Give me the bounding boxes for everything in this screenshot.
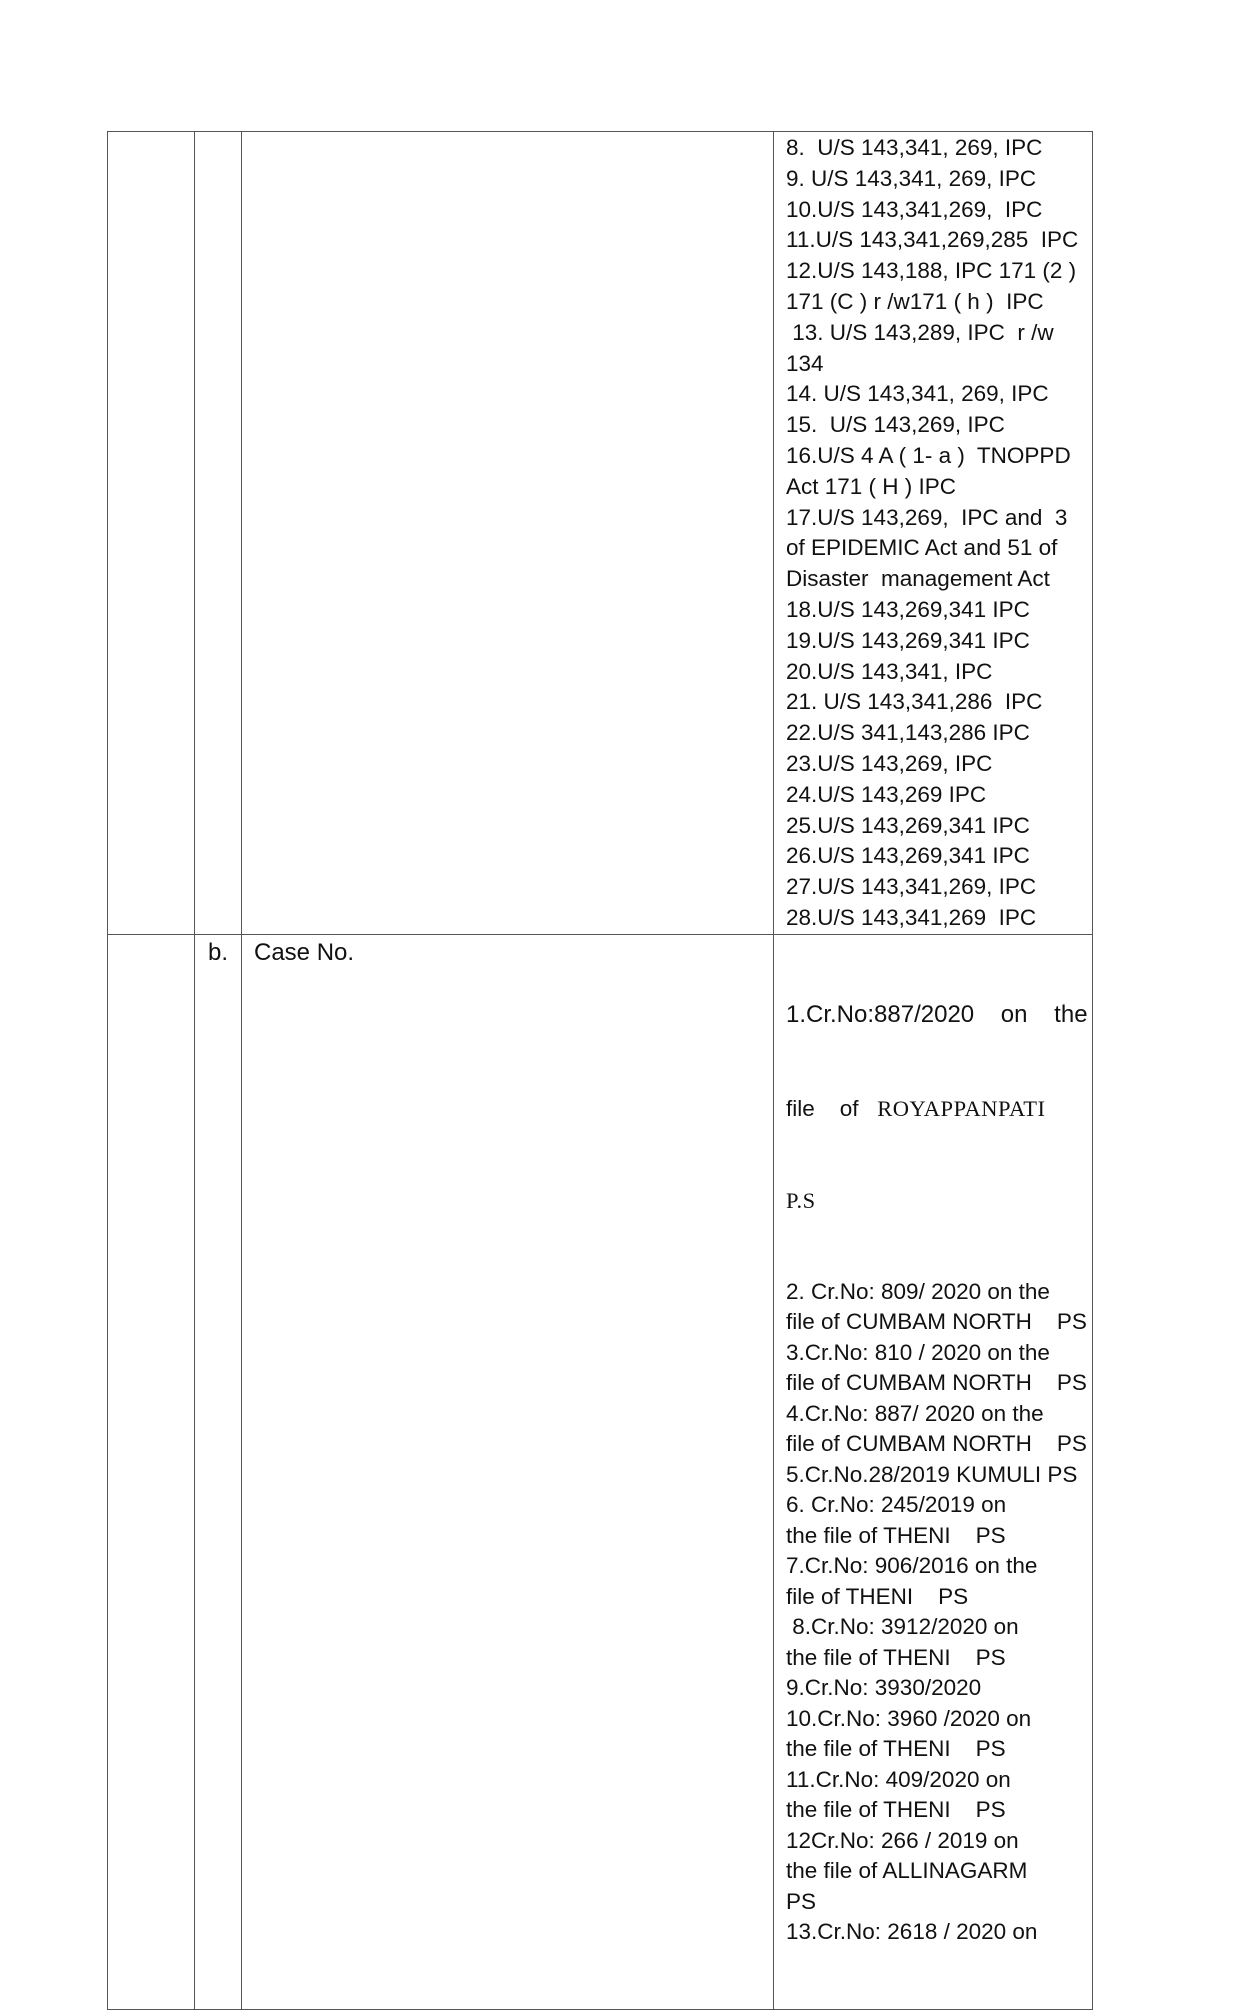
case-entry-1-line3: P.S [786,1187,816,1213]
case-line: the file of THENI PS [786,1522,1006,1548]
case-line: the file of THENI PS [786,1644,1006,1670]
sub-label-cell [195,934,242,2009]
offence-line: Act 171 ( H ) IPC [786,473,957,499]
offence-line: 17.U/S 143,269, IPC and 3 [786,504,1068,530]
case-no-heading: Case No. [254,938,355,966]
offence-line: 15. U/S 143,269, IPC [786,412,1005,438]
cases-remaining [786,1277,1088,1948]
case-line: 7.Cr.No: 906/2016 on the [786,1553,1038,1579]
case-line: 4.Cr.No: 887/ 2020 on the [786,1400,1044,1426]
offences-list [774,132,1092,934]
offence-line: 28.U/S 143,341,269 IPC [786,904,1037,930]
case-line: file of CUMBAM NORTH PS [786,1309,1087,1335]
offence-line: 18.U/S 143,269,341 IPC [786,596,1030,622]
case-line: 13.Cr.No: 2618 / 2020 on [786,1919,1038,1945]
offences-cell [774,132,1093,935]
case-no-row [108,934,1093,2009]
offence-line: 134 [786,350,824,376]
case-line: file of THENI PS [786,1583,969,1609]
offence-line: 22.U/S 341,143,286 IPC [786,720,1030,746]
offence-line: 12.U/S 143,188, IPC 171 (2 ) [786,258,1077,284]
description-cell [242,132,774,935]
sub-label-cell [195,132,242,935]
case-line: file of CUMBAM NORTH PS [786,1431,1087,1457]
serial-cell [108,934,195,2009]
case-line: 10.Cr.No: 3960 /2020 on [786,1705,1032,1731]
case-line: 9.Cr.No: 3930/2020 [786,1675,982,1701]
offence-line: 24.U/S 143,269 IPC [786,781,987,807]
case-line: 5.Cr.No.28/2019 KUMULI PS [786,1461,1078,1487]
offence-line: 14. U/S 143,341, 269, IPC [786,381,1049,407]
case-line: 6. Cr.No: 245/2019 on [786,1492,1007,1518]
offence-line: of EPIDEMIC Act and 51 of [786,535,1058,561]
offence-line: 171 (C ) r /w171 ( h ) IPC [786,288,1044,314]
sub-label-b: b. [207,938,228,966]
offence-line: 19.U/S 143,269,341 IPC [786,627,1030,653]
offence-line: 21. U/S 143,341,286 IPC [786,689,1043,715]
case-line: 8.Cr.No: 3912/2020 on [786,1614,1019,1640]
case-line: the file of ALLINAGARM [786,1858,1028,1884]
offence-line: 26.U/S 143,269,341 IPC [786,843,1030,869]
offence-line: Disaster management Act [786,566,1050,592]
offence-line: 23.U/S 143,269, IPC [786,750,993,776]
cases-cell [774,934,1093,2009]
case-line: file of CUMBAM NORTH PS [786,1370,1087,1396]
offence-line: 20.U/S 143,341, IPC [786,658,993,684]
case-line: PS [786,1888,817,1914]
case-entry-1-line2 [786,1092,1088,1125]
offence-line: 13. U/S 143,289, IPC r /w [786,319,1054,345]
case-line: 3.Cr.No: 810 / 2020 on the [786,1339,1050,1365]
case-line: 2. Cr.No: 809/ 2020 on the [786,1278,1050,1304]
offence-line: 25.U/S 143,269,341 IPC [786,812,1030,838]
case-entry-1-station: ROYAPPANPATI [877,1095,1046,1121]
offence-line: 8. U/S 143,341, 269, IPC [786,135,1043,160]
offence-line: 11.U/S 143,341,269,285 IPC [786,227,1079,253]
offence-line: 27.U/S 143,341,269, IPC [786,874,1037,900]
offences-row [108,132,1093,935]
offence-line: 16.U/S 4 A ( 1- a ) TNOPPD [786,442,1071,468]
offence-line: 9. U/S 143,341, 269, IPC [786,165,1037,191]
case-line: 12Cr.No: 266 / 2019 on [786,1827,1019,1853]
cases-list [774,935,1092,2009]
case-line: the file of THENI PS [786,1736,1006,1762]
case-line: the file of THENI PS [786,1797,1006,1823]
case-line: 11.Cr.No: 409/2020 on [786,1766,1011,1792]
case-entry-1-prefix: file of [786,1095,878,1121]
offence-line: 10.U/S 143,341,269, IPC [786,196,1043,222]
case-entry-1-line1: 1.Cr.No:887/2020 on the [786,1000,1088,1028]
case-details-table [107,131,1093,2010]
serial-cell [108,132,195,935]
description-cell [242,934,774,2009]
